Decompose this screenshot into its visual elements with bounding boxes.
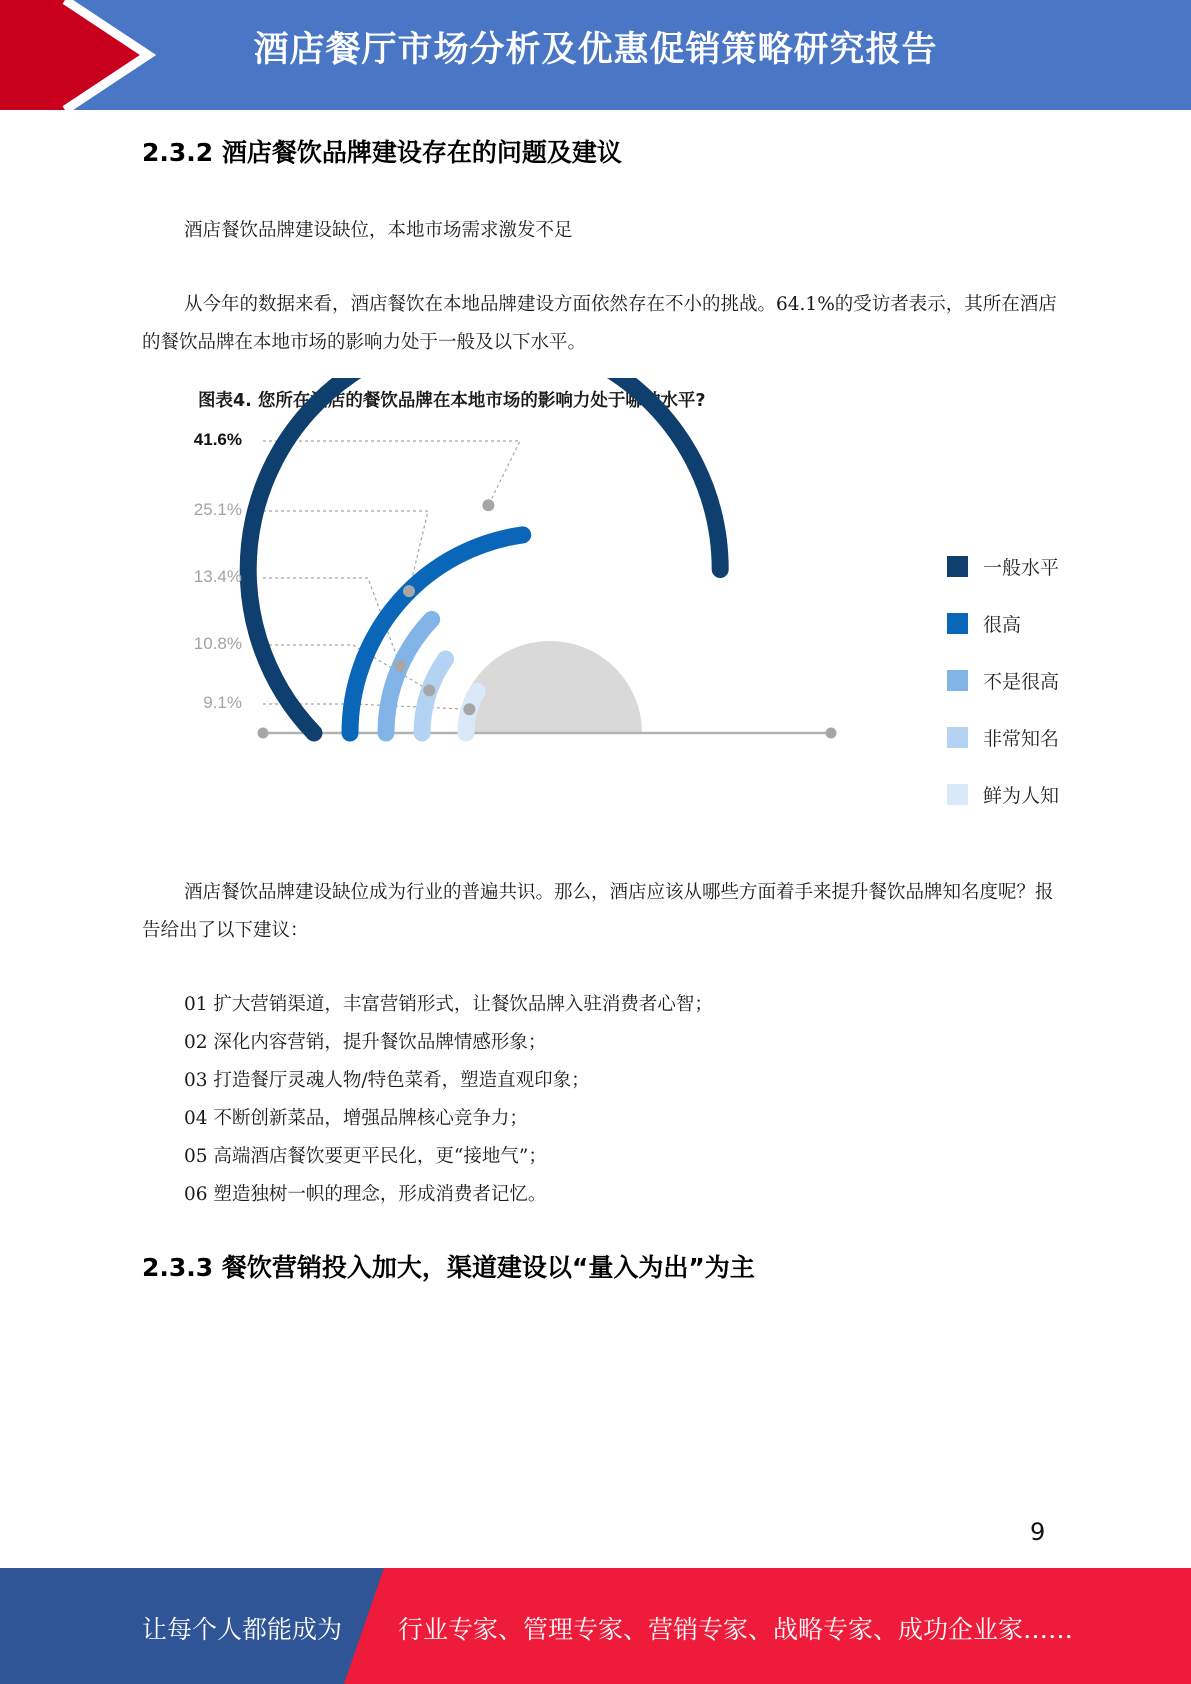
leader-dot [463, 703, 475, 715]
leader-dot [482, 499, 494, 511]
legend-swatch [947, 670, 968, 691]
leader-line [263, 441, 520, 505]
value-label: 9.1% [203, 693, 242, 712]
value-label: 10.8% [193, 634, 242, 653]
legend-item [947, 538, 1059, 595]
page-footer [0, 1568, 1191, 1684]
legend-swatch [947, 784, 968, 805]
legend-label: 很高 [983, 614, 1022, 636]
arc-非常知名 [422, 659, 446, 733]
paragraph-suggestions-intro: 酒店餐饮品牌建设缺位成为行业的普遍共识。那么，酒店应该从哪些方面着手来提升餐饮品牌知名度呢？报告给出了以下建议： [142, 882, 1054, 941]
legend-swatch [947, 727, 968, 748]
brand-influence-chart [175, 378, 1095, 818]
leader-dot [403, 585, 415, 597]
legend-label: 非常知名 [983, 728, 1060, 750]
value-label: 25.1% [193, 500, 242, 519]
leader-line [263, 511, 428, 591]
report-title: 酒店餐厅市场分析及优惠促销策略研究报告 [253, 30, 938, 70]
leader-dot [423, 684, 435, 696]
paragraph-intro: 酒店餐饮品牌建设缺位，本地市场需求激发不足 [184, 220, 573, 241]
legend-item [947, 766, 1059, 823]
value-label: 13.4% [193, 567, 242, 586]
list-item: 01 扩大营销渠道，丰富营销形式，让餐饮品牌入驻消费者心智； [184, 994, 713, 1015]
list-item: 06 塑造独树一帜的理念，形成消费者记忆。 [184, 1184, 547, 1205]
legend-swatch [947, 613, 968, 634]
legend-item [947, 652, 1059, 709]
legend-label: 一般水平 [983, 557, 1060, 579]
value-label: 41.6% [193, 430, 242, 449]
page-header [0, 0, 1191, 110]
leader-dot [394, 660, 406, 672]
page-number: 9 [1030, 1518, 1046, 1546]
list-item: 05 高端酒店餐饮要更平民化，更“接地气”； [184, 1146, 547, 1167]
list-item: 04 不断创新菜品，增强品牌核心竞争力； [184, 1108, 528, 1129]
legend-label: 不是很高 [983, 671, 1060, 693]
list-item: 03 打造餐厅灵魂人物/特色菜肴，塑造直观印象； [184, 1070, 590, 1091]
baseline-left-dot [258, 728, 269, 739]
legend-label: 鲜为人知 [983, 785, 1060, 807]
list-item: 02 深化内容营销，提升餐饮品牌情感形象； [184, 1032, 547, 1053]
baseline-right-dot [826, 728, 837, 739]
center-semicircle [458, 641, 642, 733]
legend-item [947, 709, 1059, 766]
section-heading-2-3-2: 2.3.2 酒店餐饮品牌建设存在的问题及建议 [142, 138, 622, 167]
section-heading-2-3-3: 2.3.3 餐饮营销投入加大，渠道建设以“量入为出”为主 [142, 1253, 755, 1282]
legend-item [947, 595, 1059, 652]
footer-slogan-right: 行业专家、管理专家、营销专家、战略专家、成功企业家…… [398, 1615, 1074, 1644]
chart-title: 图表4. 您所在酒店的餐饮品牌在本地市场的影响力处于哪种水平? [198, 391, 706, 411]
chart-legend [947, 538, 1059, 823]
suggestions-list [184, 986, 713, 1214]
footer-slogan-left: 让每个人都能成为 [142, 1615, 343, 1644]
legend-swatch [947, 556, 968, 577]
paragraph-survey-result: 从今年的数据来看，酒店餐饮在本地品牌建设方面依然存在不小的挑战。64.1%的受访者表示，其所在酒店的餐饮品牌在本地市场的影响力处于一般及以下水平。 [142, 294, 1057, 353]
